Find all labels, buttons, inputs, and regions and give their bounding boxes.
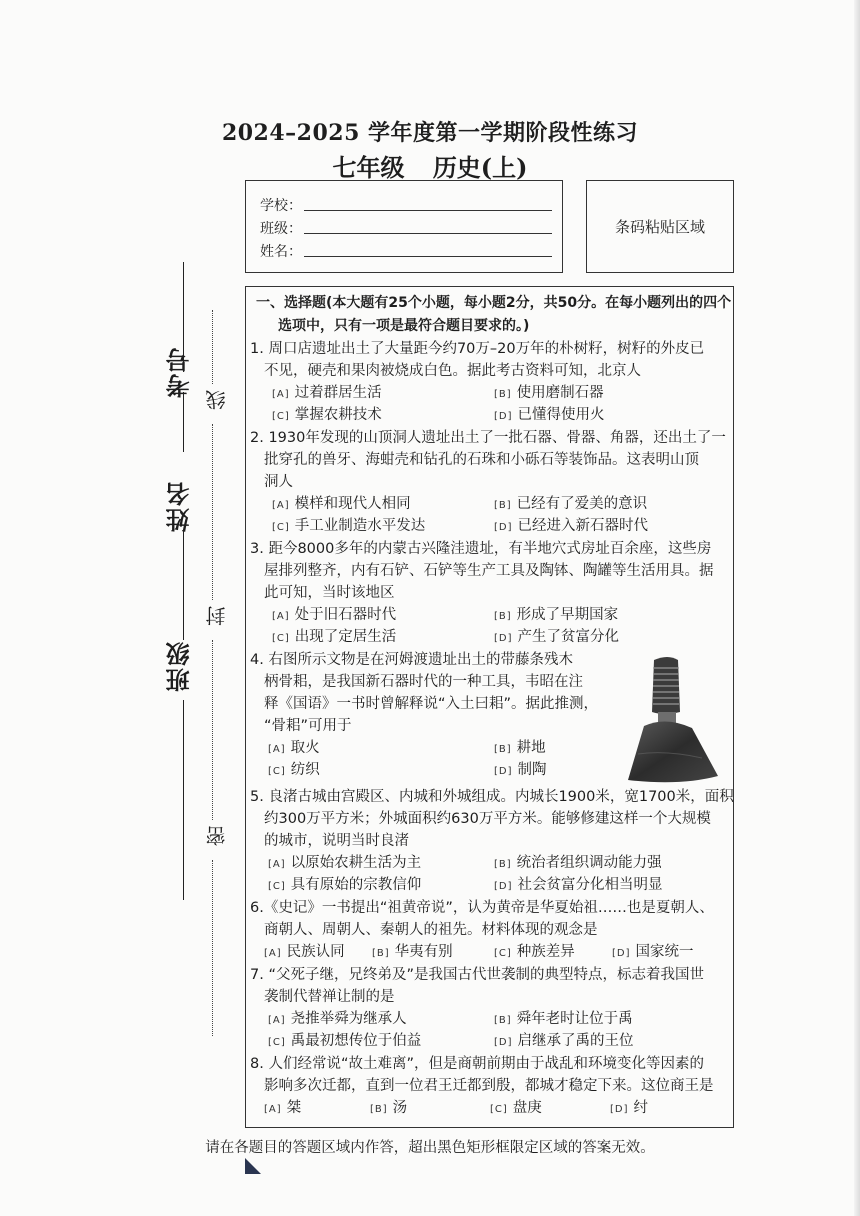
seal-mark-xian: 线 bbox=[205, 390, 229, 410]
binding-class-label: 班级 bbox=[166, 640, 194, 692]
barcode-label: 条码粘贴区域 bbox=[614, 218, 705, 236]
seal-mark-feng: 封 bbox=[205, 606, 229, 626]
answer-instruction: 请在各题目的答题区域内作答，超出黑色矩形框限定区域的答案无效。 bbox=[205, 1140, 655, 1156]
question-8-line1: 8. 人们经常说“故土难离”，但是商朝前期由于战乱和环境变化等因素的 bbox=[250, 1056, 704, 1072]
q6-option-a[interactable]: [A] 民族认同 bbox=[264, 944, 345, 960]
q3-option-d[interactable]: [D] 产生了贫富分化 bbox=[494, 629, 620, 645]
q3-option-c[interactable]: [C] 出现了定居生活 bbox=[272, 629, 397, 645]
subject-label: 历史(上) bbox=[432, 153, 528, 182]
question-3-line3: 此可知，当时该地区 bbox=[264, 585, 395, 601]
question-1-line2: 不见，硬壳和果肉被烧成白色。据此考古资料可知，北京人 bbox=[264, 363, 641, 379]
binding-line-name bbox=[183, 530, 184, 640]
question-2-line2: 批穿孔的兽牙、海蚶壳和钻孔的石珠和小砾石等装饰品。这表明山顶 bbox=[264, 452, 699, 468]
q1-option-b[interactable]: [B] 使用磨制石器 bbox=[494, 385, 604, 401]
q7-option-a[interactable]: [A] 尧推举舜为继承人 bbox=[268, 1011, 407, 1027]
question-7-line2: 袭制代替禅让制的是 bbox=[264, 989, 395, 1005]
question-5-line2: 约300万平方米；外城面积约630万平方米。能够修建这样一个大规模 bbox=[264, 811, 711, 827]
q3-option-b[interactable]: [B] 形成了早期国家 bbox=[494, 607, 619, 623]
question-7-line1: 7. “父死子继，兄终弟及”是我国古代世袭制的典型特点，标志着我国世 bbox=[250, 967, 704, 983]
q2-option-a[interactable]: [A] 模样和现代人相同 bbox=[272, 496, 411, 512]
q1-option-a[interactable]: [A] 过着群居生活 bbox=[272, 385, 382, 401]
question-5-line3: 的城市，说明当时良渚 bbox=[264, 833, 409, 849]
question-6-line2: 商朝人、周朝人、秦朝人的祖先。材料体现的观念是 bbox=[264, 922, 598, 938]
question-2-line3: 洞人 bbox=[264, 474, 293, 490]
grade-label: 七年级 bbox=[332, 153, 405, 182]
question-4-line1: 4. 右图所示文物是在河姆渡遗址出土的带藤条残木 bbox=[250, 652, 573, 668]
question-5-line1: 5. 良渚古城由宫殿区、内城和外城组成。内城长1900米，宽1700米，面积 bbox=[250, 789, 734, 805]
question-3-line1: 3. 距今8000多年的内蒙古兴隆洼遗址，有半地穴式房址百余座，这些房 bbox=[250, 541, 712, 557]
seal-dotted-line-4 bbox=[212, 860, 213, 1036]
q2-option-b[interactable]: [B] 已经有了爱美的意识 bbox=[494, 496, 648, 512]
q6-option-d[interactable]: [D] 国家统一 bbox=[612, 944, 694, 960]
exam-title: 2024–2025 学年度第一学期阶段性练习 bbox=[221, 120, 639, 146]
seal-dotted-line-3 bbox=[212, 640, 213, 820]
q1-option-d[interactable]: [D] 已懂得使用火 bbox=[494, 407, 605, 423]
name-label: 姓名： bbox=[260, 244, 302, 260]
q6-option-b[interactable]: [B] 华夷有别 bbox=[372, 944, 453, 960]
q8-option-a[interactable]: [A] 桀 bbox=[264, 1100, 302, 1116]
q2-option-c[interactable]: [C] 手工业制造水平发达 bbox=[272, 518, 426, 534]
seal-mark-mi: 密 bbox=[205, 826, 229, 846]
class-label: 班级： bbox=[260, 221, 302, 237]
seal-dotted-line-2 bbox=[212, 424, 213, 600]
question-2-line1: 2. 1930年发现的山顶洞人遗址出土了一批石器、骨器、角器，还出土了一 bbox=[250, 430, 726, 446]
q4-option-a[interactable]: [A] 取火 bbox=[268, 740, 320, 756]
q8-option-c[interactable]: [C] 盘庚 bbox=[490, 1100, 542, 1116]
binding-exam-no-label: 考号 bbox=[166, 346, 194, 398]
question-1-line1: 1. 周口店遗址出土了大量距今约70万–20万年的朴树籽，树籽的外皮已 bbox=[250, 341, 705, 357]
exam-subtitle bbox=[0, 148, 860, 183]
q7-option-b[interactable]: [B] 舜年老时让位于禹 bbox=[494, 1011, 633, 1027]
q1-option-c[interactable]: [C] 掌握农耕技术 bbox=[272, 407, 382, 423]
q5-option-c[interactable]: [C] 具有原始的宗教信仰 bbox=[268, 877, 422, 893]
q5-option-b[interactable]: [B] 统治者组织调动能力强 bbox=[494, 855, 662, 871]
q4-option-b[interactable]: [B] 耕地 bbox=[494, 740, 546, 756]
q8-option-b[interactable]: [B] 汤 bbox=[370, 1100, 408, 1116]
school-label: 学校： bbox=[260, 198, 302, 214]
name-field[interactable] bbox=[260, 241, 552, 261]
question-3-line2: 屋排列整齐，内有石铲、石铲等生产工具及陶钵、陶罐等生活用具。据 bbox=[264, 563, 714, 579]
barcode-area bbox=[586, 180, 734, 273]
binding-name-label: 姓名 bbox=[166, 480, 194, 532]
question-6-line1: 6.《史记》一书提出“祖黄帝说”，认为黄帝是华夏始祖……也是夏朝人、 bbox=[250, 900, 714, 916]
binding-line-bottom bbox=[183, 700, 184, 900]
binding-line-exam bbox=[183, 392, 184, 452]
bone-plough-artifact-image bbox=[622, 654, 732, 786]
q7-option-c[interactable]: [C] 禹最初想传位于伯益 bbox=[268, 1033, 422, 1049]
corner-marker bbox=[245, 1158, 261, 1174]
question-4-line3: 释《国语》一书时曾解释说“入土曰耜”。据此推测， bbox=[264, 696, 599, 712]
q5-option-d[interactable]: [D] 社会贫富分化相当明显 bbox=[494, 877, 663, 893]
q4-option-d[interactable]: [D] 制陶 bbox=[494, 762, 547, 778]
class-field[interactable] bbox=[260, 218, 552, 238]
q3-option-a[interactable]: [A] 处于旧石器时代 bbox=[272, 607, 397, 623]
question-4-line2: 柄骨耜，是我国新石器时代的一种工具，韦昭在注 bbox=[264, 674, 583, 690]
section-heading-line2: 选项中，只有一项是最符合题目要求的。) bbox=[278, 318, 530, 334]
q5-option-a[interactable]: [A] 以原始农耕生活为主 bbox=[268, 855, 422, 871]
school-field[interactable] bbox=[260, 195, 552, 215]
q8-option-d[interactable]: [D] 纣 bbox=[610, 1100, 649, 1116]
seal-dotted-line-1 bbox=[212, 310, 213, 384]
q2-option-d[interactable]: [D] 已经进入新石器时代 bbox=[494, 518, 649, 534]
q4-option-c[interactable]: [C] 纺织 bbox=[268, 762, 320, 778]
q7-option-d[interactable]: [D] 启继承了禹的王位 bbox=[494, 1033, 634, 1049]
q6-option-c[interactable]: [C] 种族差异 bbox=[494, 944, 575, 960]
question-8-line2: 影响多次迁都，直到一位君王迁都到殷，都城才稳定下来。这位商王是 bbox=[264, 1078, 714, 1094]
student-info-box bbox=[245, 180, 563, 273]
section-heading-line1: 一、选择题(本大题有25个小题，每小题2分，共50分。在每小题列出的四个 bbox=[256, 295, 732, 311]
question-4-line4: “骨耜”可用于 bbox=[264, 718, 352, 734]
